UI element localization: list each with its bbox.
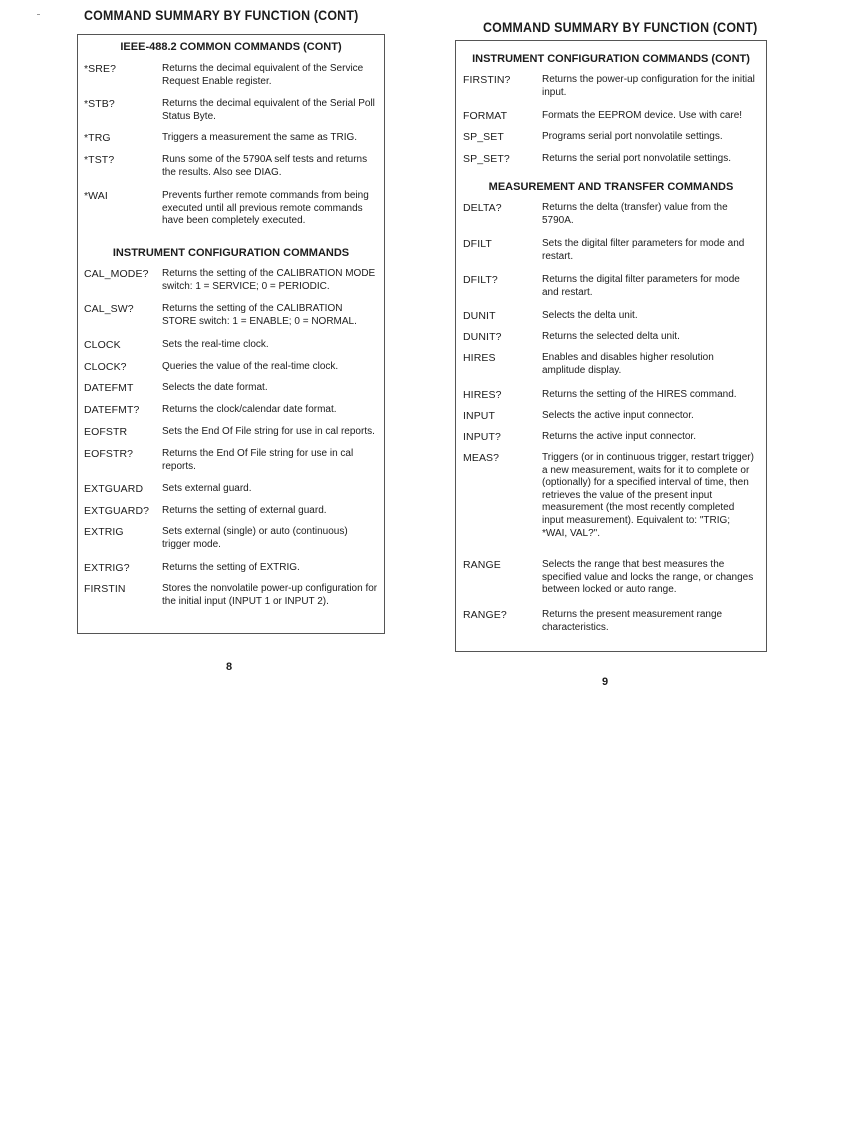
command-name: CLOCK? <box>84 361 127 373</box>
command-name: *TRG <box>84 132 111 144</box>
command-name: *SRE? <box>84 63 117 75</box>
command-name: EOFSTR <box>84 426 128 438</box>
command-description: Selects the date format. <box>162 382 268 393</box>
command-name: *TST? <box>84 154 115 166</box>
command-description: Returns the setting of the CALIBRATION MODE switch: 1 = SERVICE; 0 = PERIODIC. <box>162 268 376 292</box>
command-name: HIRES? <box>463 389 502 401</box>
command-description: Selects the range that best measures the specified value and locks the range, or changes between locked or auto range. <box>542 559 754 596</box>
command-name: DATEFMT? <box>84 404 140 416</box>
command-description: Stores the nonvolatile power-up configuration for the initial input (INPUT 1 or INPUT 2). <box>162 583 378 607</box>
command-name: *STB? <box>84 98 115 110</box>
command-description: Returns the power-up configuration for the initial input. <box>542 74 755 98</box>
command-description: Formats the EEPROM device. Use with care! <box>542 110 743 121</box>
command-name: DFILT? <box>463 274 498 286</box>
command-name: DUNIT? <box>463 331 502 343</box>
command-description: Selects the delta unit. <box>542 310 638 321</box>
command-description: Runs some of the 5790A self tests and returns the results. Also see DIAG. <box>162 154 368 178</box>
command-description: Sets the digital filter parameters for mode and restart. <box>542 238 745 262</box>
command-description: Returns the present measurement range characteristics. <box>542 609 723 633</box>
command-name: EXTGUARD? <box>84 505 150 517</box>
command-name: MEAS? <box>463 452 500 464</box>
command-description: Returns the End Of File string for use in cal reports. <box>162 448 354 472</box>
command-description: Triggers a measurement the same as TRIG. <box>162 132 358 143</box>
command-description: Sets the End Of File string for use in cal reports. <box>162 426 375 437</box>
command-description: Returns the clock/calendar date format. <box>162 404 337 415</box>
command-name: FORMAT <box>463 110 508 122</box>
command-description: Sets the real-time clock. <box>162 339 269 350</box>
command-name: CAL_SW? <box>84 303 134 315</box>
command-description: Programs serial port nonvolatile settings. <box>542 131 723 142</box>
command-description: Returns the setting of external guard. <box>162 505 327 516</box>
command-name: INPUT? <box>463 431 501 443</box>
command-description: Returns the decimal equivalent of the Service Request Enable register. <box>162 63 364 87</box>
command-description: Returns the active input connector. <box>542 431 696 442</box>
command-name: INPUT <box>463 410 495 422</box>
page-number-left: 8 <box>226 661 233 673</box>
command-name: FIRSTIN? <box>463 74 511 86</box>
page-number-right: 9 <box>602 676 609 688</box>
command-name: HIRES <box>463 352 496 364</box>
command-description: Sets external (single) or auto (continuous) trigger mode. <box>162 526 348 550</box>
command-name: SP_SET? <box>463 153 510 165</box>
command-description: Returns the selected delta unit. <box>542 331 680 342</box>
command-table-left <box>77 34 385 634</box>
command-table-right <box>455 40 767 652</box>
command-name: DATEFMT <box>84 382 134 394</box>
command-description: Returns the setting of the HIRES command. <box>542 389 737 400</box>
page-title-left: COMMAND SUMMARY BY FUNCTION (CONT) <box>84 8 359 23</box>
section-heading-measurement-transfer: MEASUREMENT AND TRANSFER COMMANDS <box>488 181 734 193</box>
command-description: Returns the setting of EXTRIG. <box>162 562 300 573</box>
command-description: Prevents further remote commands from being executed until all previous remote commands have been completely executed. <box>162 190 369 227</box>
command-name: RANGE <box>463 559 501 571</box>
command-description: Returns the delta (transfer) value from the 5790A. <box>542 202 728 226</box>
command-description: Returns the setting of the CALIBRATION STORE switch: 1 = ENABLE; 0 = NORMAL. <box>162 303 357 327</box>
section-heading-instrument-config: INSTRUMENT CONFIGURATION COMMANDS <box>112 247 350 259</box>
command-description: Returns the serial port nonvolatile settings. <box>542 153 731 164</box>
command-name: EOFSTR? <box>84 448 134 460</box>
command-description: Enables and disables higher resolution amplitude display. <box>542 352 714 376</box>
command-name: EXTGUARD <box>84 483 144 495</box>
command-description: Returns the decimal equivalent of the Serial Poll Status Byte. <box>162 98 375 122</box>
command-description: Selects the active input connector. <box>542 410 694 421</box>
command-name: FIRSTIN <box>84 583 126 595</box>
command-name: CLOCK <box>84 339 121 351</box>
page-title-right: COMMAND SUMMARY BY FUNCTION (CONT) <box>483 20 758 35</box>
command-name: EXTRIG <box>84 526 124 538</box>
section-heading-instrument-config-cont: INSTRUMENT CONFIGURATION COMMANDS (CONT) <box>472 53 750 65</box>
command-name: *WAI <box>84 190 108 202</box>
command-name: SP_SET <box>463 131 504 143</box>
command-name: EXTRIG? <box>84 562 130 574</box>
command-name: DFILT <box>463 238 492 250</box>
scan-mark <box>37 14 40 15</box>
command-name: DUNIT <box>463 310 496 322</box>
command-name: RANGE? <box>463 609 507 621</box>
command-description: Sets external guard. <box>162 483 252 494</box>
command-name: CAL_MODE? <box>84 268 149 280</box>
command-description: Returns the digital filter parameters for mode and restart. <box>542 274 740 298</box>
section-heading-ieee-common: IEEE-488.2 COMMON COMMANDS (CONT) <box>120 41 342 53</box>
command-description: Queries the value of the real-time clock. <box>162 361 339 372</box>
command-name: DELTA? <box>463 202 502 214</box>
command-description: Triggers (or in continuous trigger, restart trigger) a new measurement, waits for it to complete or (optionally) for a specified interval of time, then retrieves the value of the present input measurement (the most recently completed input measurement). Equivalent to: "TRIG; *WAI, VAL?". <box>542 452 754 539</box>
